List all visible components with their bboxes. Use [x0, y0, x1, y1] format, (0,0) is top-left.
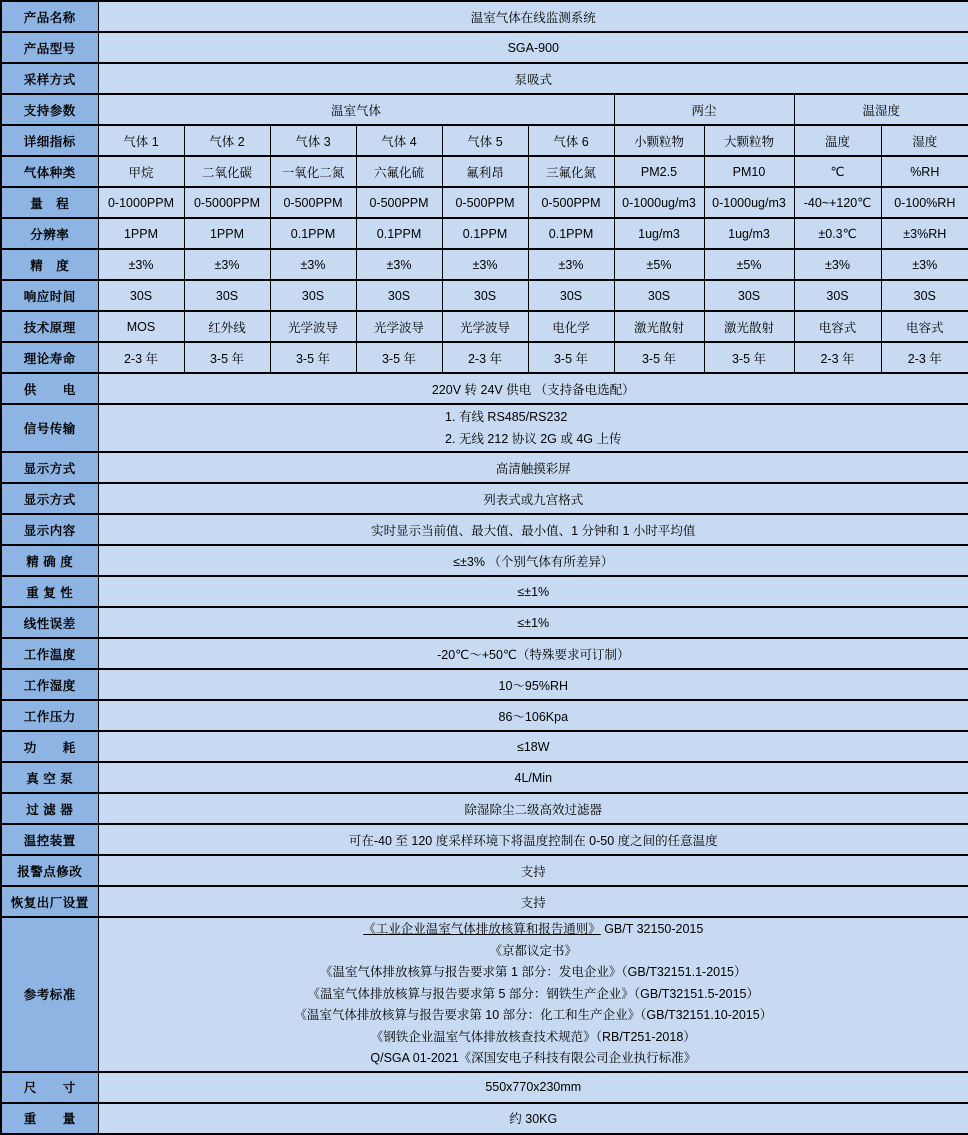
table-row [1, 342, 968, 373]
spec-cell: %RH [881, 156, 968, 187]
table-row [1, 855, 968, 886]
spec-cell: 2-3 年 [442, 342, 528, 373]
table-row [1, 156, 968, 187]
table-row [1, 311, 968, 342]
spec-cell: 三氟化氮 [528, 156, 614, 187]
spec-cell: 30S [356, 280, 442, 311]
spec-cell: 电容式 [794, 311, 881, 342]
table-row [1, 762, 968, 793]
spec-cell: ≤±3% （个别气体有所差异） [98, 545, 968, 576]
spec-table-body [1, 1, 968, 1134]
spec-cell: 光学波导 [356, 311, 442, 342]
spec-line: 《温室气体排放核算与报告要求第 10 部分：化工和生产企业》（GB/T32151.10-2015） [294, 1008, 773, 1022]
spec-cell: 约 30KG [98, 1103, 968, 1134]
spec-cell: 激光散射 [614, 311, 704, 342]
spec-cell: 二氧化碳 [184, 156, 270, 187]
spec-line [101, 919, 967, 941]
spec-cell: 0-500PPM [442, 187, 528, 218]
spec-cell: 气体 1 [98, 125, 184, 156]
row-label: 量 程 [1, 187, 98, 218]
table-row [1, 886, 968, 917]
spec-cell-lines [445, 406, 621, 450]
spec-cell: ±3% [184, 249, 270, 280]
spec-cell: PM10 [704, 156, 794, 187]
row-label: 工作温度 [1, 638, 98, 669]
row-label: 产品名称 [1, 1, 98, 32]
row-label: 重 复 性 [1, 576, 98, 607]
spec-cell: 3-5 年 [704, 342, 794, 373]
spec-cell: 一氧化二氮 [270, 156, 356, 187]
spec-cell: 86～106Kpa [98, 700, 968, 731]
spec-line: 《温室气体排放核算与报告要求第 1 部分：发电企业》（GB/T32151.1-2015） [320, 965, 747, 979]
row-label: 报警点修改 [1, 855, 98, 886]
table-row [1, 793, 968, 824]
spec-cell: 30S [881, 280, 968, 311]
spec-cell-lines [101, 919, 967, 1070]
spec-cell: 3-5 年 [356, 342, 442, 373]
spec-cell: 高清触摸彩屏 [98, 452, 968, 483]
spec-cell: 0-1000PPM [98, 187, 184, 218]
spec-cell: 气体 4 [356, 125, 442, 156]
row-label: 显示方式 [1, 452, 98, 483]
spec-cell: 除湿除尘二级高效过滤器 [98, 793, 968, 824]
row-label: 理论寿命 [1, 342, 98, 373]
row-label: 显示内容 [1, 514, 98, 545]
spec-cell: ±3%RH [881, 218, 968, 249]
row-label: 详细指标 [1, 125, 98, 156]
spec-cell: 10～95%RH [98, 669, 968, 700]
spec-cell: 3-5 年 [184, 342, 270, 373]
spec-cell: 泵吸式 [98, 63, 968, 94]
row-label: 恢复出厂设置 [1, 886, 98, 917]
spec-cell: 4L/Min [98, 762, 968, 793]
spec-cell: 30S [270, 280, 356, 311]
spec-cell: ≤±1% [98, 607, 968, 638]
table-row [1, 483, 968, 514]
spec-cell: ≤±1% [98, 576, 968, 607]
table-row [1, 917, 968, 1072]
row-label: 技术原理 [1, 311, 98, 342]
spec-line: Q/SGA 01-2021《深国安电子科技有限公司企业执行标准》 [370, 1051, 697, 1065]
table-row [1, 576, 968, 607]
row-label: 响应时间 [1, 280, 98, 311]
spec-cell: ±5% [614, 249, 704, 280]
table-row [1, 249, 968, 280]
row-label: 产品型号 [1, 32, 98, 63]
table-row [1, 280, 968, 311]
row-label: 精 度 [1, 249, 98, 280]
spec-cell: 550x770x230mm [98, 1072, 968, 1103]
spec-cell: 甲烷 [98, 156, 184, 187]
spec-cell: 0-1000ug/m3 [614, 187, 704, 218]
spec-cell: 30S [614, 280, 704, 311]
spec-line: 1. 有线 RS485/RS232 [445, 410, 568, 424]
spec-cell: 小颗粒物 [614, 125, 704, 156]
spec-cell: 支持 [98, 855, 968, 886]
spec-cell: 0.1PPM [270, 218, 356, 249]
spec-cell: 30S [528, 280, 614, 311]
spec-line: 《京都议定书》 [489, 943, 578, 958]
spec-cell: 温室气体在线监测系统 [98, 1, 968, 32]
spec-cell: ±3% [98, 249, 184, 280]
row-label: 显示方式 [1, 483, 98, 514]
spec-cell: ±3% [881, 249, 968, 280]
row-label: 分辨率 [1, 218, 98, 249]
row-label: 温控装置 [1, 824, 98, 855]
row-label: 精 确 度 [1, 545, 98, 576]
row-label: 工作湿度 [1, 669, 98, 700]
row-label: 供 电 [1, 373, 98, 404]
row-label: 采样方式 [1, 63, 98, 94]
spec-line: 2. 无线 212 协议 2G 或 4G 上传 [445, 432, 622, 446]
spec-cell: 0-5000PPM [184, 187, 270, 218]
table-row [1, 125, 968, 156]
table-row [1, 638, 968, 669]
table-row [1, 63, 968, 94]
spec-cell: 电容式 [881, 311, 968, 342]
spec-cell: ±3% [356, 249, 442, 280]
spec-cell: 温室气体 [98, 94, 614, 125]
spec-cell: 0.1PPM [356, 218, 442, 249]
spec-cell: 220V 转 24V 供电 （支持备电选配） [98, 373, 968, 404]
spec-cell: 温湿度 [794, 94, 968, 125]
spec-cell: ±3% [528, 249, 614, 280]
table-row [1, 373, 968, 404]
table-row [1, 1072, 968, 1103]
spec-cell: 气体 3 [270, 125, 356, 156]
spec-cell [98, 917, 968, 1072]
table-row [1, 187, 968, 218]
spec-cell: 1PPM [98, 218, 184, 249]
spec-cell: 0.1PPM [528, 218, 614, 249]
table-row [1, 514, 968, 545]
table-row [1, 607, 968, 638]
table-row [1, 404, 968, 452]
table-row [1, 824, 968, 855]
row-label: 信号传输 [1, 404, 98, 452]
spec-cell: 2-3 年 [794, 342, 881, 373]
table-row [1, 32, 968, 63]
row-label: 参考标准 [1, 917, 98, 1072]
row-label: 支持参数 [1, 94, 98, 125]
spec-cell: ℃ [794, 156, 881, 187]
row-label: 重 量 [1, 1103, 98, 1134]
spec-cell: 30S [98, 280, 184, 311]
spec-cell: 湿度 [881, 125, 968, 156]
spec-cell: 激光散射 [704, 311, 794, 342]
row-label: 尺 寸 [1, 1072, 98, 1103]
table-row [1, 731, 968, 762]
spec-cell: 0-500PPM [270, 187, 356, 218]
row-label: 真 空 泵 [1, 762, 98, 793]
spec-cell: 2-3 年 [98, 342, 184, 373]
spec-cell [98, 404, 968, 452]
spec-cell: 氟利昂 [442, 156, 528, 187]
spec-cell: 30S [184, 280, 270, 311]
spec-cell: 列表式或九宫格式 [98, 483, 968, 514]
table-row [1, 1103, 968, 1134]
spec-cell: 1ug/m3 [704, 218, 794, 249]
table-row [1, 1, 968, 32]
spec-cell: 实时显示当前值、最大值、最小值、1 分钟和 1 小时平均值 [98, 514, 968, 545]
spec-cell: 3-5 年 [614, 342, 704, 373]
spec-cell: 红外线 [184, 311, 270, 342]
spec-cell: 0-1000ug/m3 [704, 187, 794, 218]
spec-cell: 30S [794, 280, 881, 311]
standard-title-underlined: 《工业企业温室气体排放核算和报告通则》 [363, 922, 601, 936]
spec-cell: SGA-900 [98, 32, 968, 63]
spec-line: 《温室气体排放核算与报告要求第 5 部分：钢铁生产企业》（GB/T32151.5-2015） [307, 986, 760, 1001]
spec-cell: 30S [442, 280, 528, 311]
spec-cell: MOS [98, 311, 184, 342]
table-row [1, 218, 968, 249]
spec-cell: ±3% [442, 249, 528, 280]
spec-cell: ±5% [704, 249, 794, 280]
spec-cell: 两尘 [614, 94, 794, 125]
row-label: 功 耗 [1, 731, 98, 762]
spec-cell: ±0.3℃ [794, 218, 881, 249]
table-row [1, 452, 968, 483]
table-row [1, 545, 968, 576]
spec-cell: ±3% [794, 249, 881, 280]
row-label: 线性误差 [1, 607, 98, 638]
spec-cell: 温度 [794, 125, 881, 156]
spec-cell: 气体 5 [442, 125, 528, 156]
spec-cell: PM2.5 [614, 156, 704, 187]
standard-title-text: GB/T 32150-2015 [600, 922, 704, 936]
spec-cell: 1PPM [184, 218, 270, 249]
spec-cell: 2-3 年 [881, 342, 968, 373]
spec-cell: 1ug/m3 [614, 218, 704, 249]
spec-cell: 0.1PPM [442, 218, 528, 249]
spec-cell: ≤18W [98, 731, 968, 762]
spec-cell: 气体 2 [184, 125, 270, 156]
spec-cell: 六氟化硫 [356, 156, 442, 187]
spec-cell: ±3% [270, 249, 356, 280]
row-label: 工作压力 [1, 700, 98, 731]
spec-cell: 光学波导 [270, 311, 356, 342]
spec-cell: 0-500PPM [356, 187, 442, 218]
spec-cell: 光学波导 [442, 311, 528, 342]
row-label: 过 滤 器 [1, 793, 98, 824]
spec-cell: 支持 [98, 886, 968, 917]
table-row [1, 700, 968, 731]
table-row [1, 94, 968, 125]
spec-cell: 大颗粒物 [704, 125, 794, 156]
spec-cell: 可在-40 至 120 度采样环境下将温度控制在 0-50 度之间的任意温度 [98, 824, 968, 855]
spec-line: 《钢铁企业温室气体排放核查技术规范》（RB/T251-2018） [370, 1029, 696, 1044]
spec-cell: 30S [704, 280, 794, 311]
spec-cell: 气体 6 [528, 125, 614, 156]
spec-cell: -20℃～+50℃（特殊要求可订制） [98, 638, 968, 669]
spec-cell: 电化学 [528, 311, 614, 342]
spec-cell: 3-5 年 [270, 342, 356, 373]
table-row [1, 669, 968, 700]
spec-cell: 0-100%RH [881, 187, 968, 218]
row-label: 气体种类 [1, 156, 98, 187]
spec-cell: -40~+120℃ [794, 187, 881, 218]
spec-cell: 3-5 年 [528, 342, 614, 373]
spec-cell: 0-500PPM [528, 187, 614, 218]
